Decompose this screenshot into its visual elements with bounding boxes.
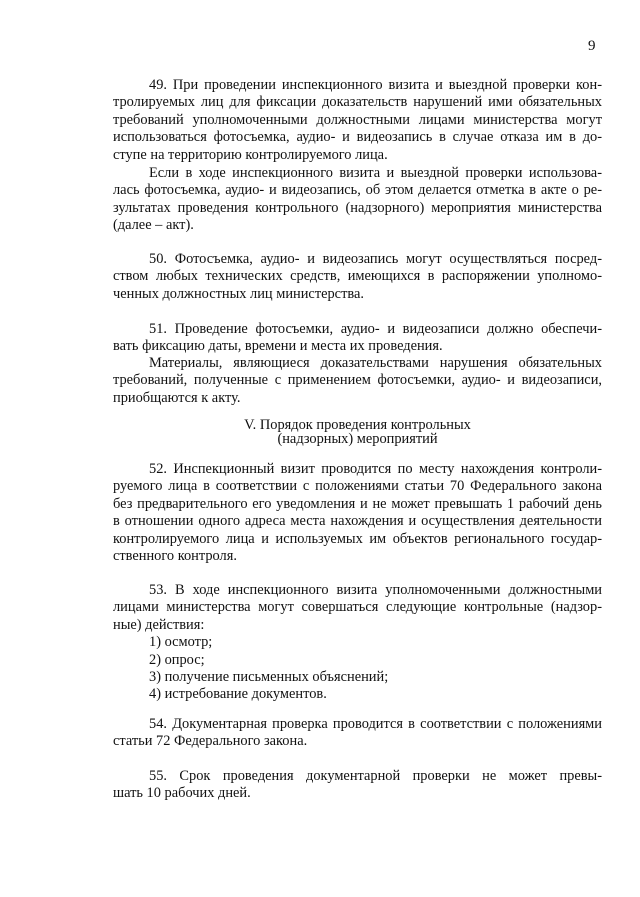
text-line: ственного контроля. [113, 548, 237, 565]
text-line: в отношении одного адреса места нахождения и осуществления деятельности [113, 513, 602, 530]
list-item: 1) осмотр; [149, 634, 213, 651]
text-line: ством любых технических средств, имеющихся в распоряжении уполномо- [113, 268, 602, 285]
paragraph-49-continued [113, 165, 602, 235]
text-line: 52. Инспекционный визит проводится по месту нахождения контроли- [149, 461, 602, 477]
text-line: 49. При проведении инспекционного визита и выездной проверки кон- [149, 77, 602, 93]
heading-line: (надзорных) мероприятий [277, 431, 438, 447]
paragraph-55 [113, 768, 602, 803]
text-line: руемого лица в соответствии с положениями статьи 70 Федерального закона [113, 478, 602, 495]
heading-line: V. Порядок проведения контрольных [244, 417, 471, 433]
text-line: (далее – акт). [113, 217, 194, 234]
text-line: ченных должностных лиц министерства. [113, 285, 364, 302]
text-line: 51. Проведение фотосъемки, аудио- и видеозаписи должно обеспечи- [149, 321, 602, 337]
paragraph-49 [113, 77, 602, 164]
list-item: 4) истребование документов. [149, 686, 327, 703]
text-line: 54. Документарная проверка проводится в соответствии с положениями [149, 716, 602, 732]
paragraph-51 [113, 321, 602, 356]
paragraph-51-continued [113, 355, 602, 407]
page-number: 9 [588, 38, 596, 54]
text-line: лицами министерства могут совершаться следующие контрольные (надзор- [113, 599, 602, 616]
text-line: контролируемого лица и используемых им объектов регионального государ- [113, 530, 602, 547]
text-line: требований уполномоченными должностными лицами министерства могут [113, 111, 602, 128]
text-line: ные) действия: [113, 616, 205, 633]
text-line: 50. Фотосъемка, аудио- и видеозапись могут осуществляться посред- [149, 251, 602, 267]
text-line: шать 10 рабочих дней. [113, 785, 251, 802]
text-line: ступе на территорию контролируемого лица. [113, 146, 388, 163]
text-line: без предварительного его уведомления и не может превышать 1 рабочий день [113, 495, 602, 512]
text-line: 55. Срок проведения документарной проверки не может превы- [149, 768, 602, 784]
text-line: зультатах проведения контрольного (надзорного) мероприятия министерства [113, 199, 602, 216]
paragraph-50 [113, 251, 602, 303]
text-line: 53. В ходе инспекционного визита уполномоченными должностными [149, 582, 602, 598]
text-line: вать фиксацию даты, времени и места их проведения. [113, 338, 443, 355]
text-line: Материалы, являющиеся доказательствами нарушения обязательных [149, 355, 602, 371]
paragraph-54 [113, 716, 602, 751]
section-heading [113, 418, 602, 446]
text-line: статьи 72 Федерального закона. [113, 733, 308, 750]
text-line: использоваться фотосъемка, аудио- и видеозапись в случае отказа им в до- [113, 129, 602, 146]
text-line: приобщаются к акту. [113, 389, 241, 406]
text-line: лась фотосъемка, аудио- и видеозапись, об этом делается отметка в акте о ре- [113, 182, 602, 199]
list-item: 3) получение письменных объяснений; [149, 669, 389, 686]
text-line: тролируемых лиц для фиксации доказательств нарушений ими обязательных [113, 94, 602, 111]
paragraph-53 [113, 582, 602, 704]
paragraph-52 [113, 461, 602, 565]
text-line: Если в ходе инспекционного визита и выездной проверки использова- [149, 165, 602, 181]
list-item: 2) опрос; [149, 651, 205, 668]
text-line: требований, полученные с применением фотосъемки, аудио- и видеозаписи, [113, 372, 602, 389]
